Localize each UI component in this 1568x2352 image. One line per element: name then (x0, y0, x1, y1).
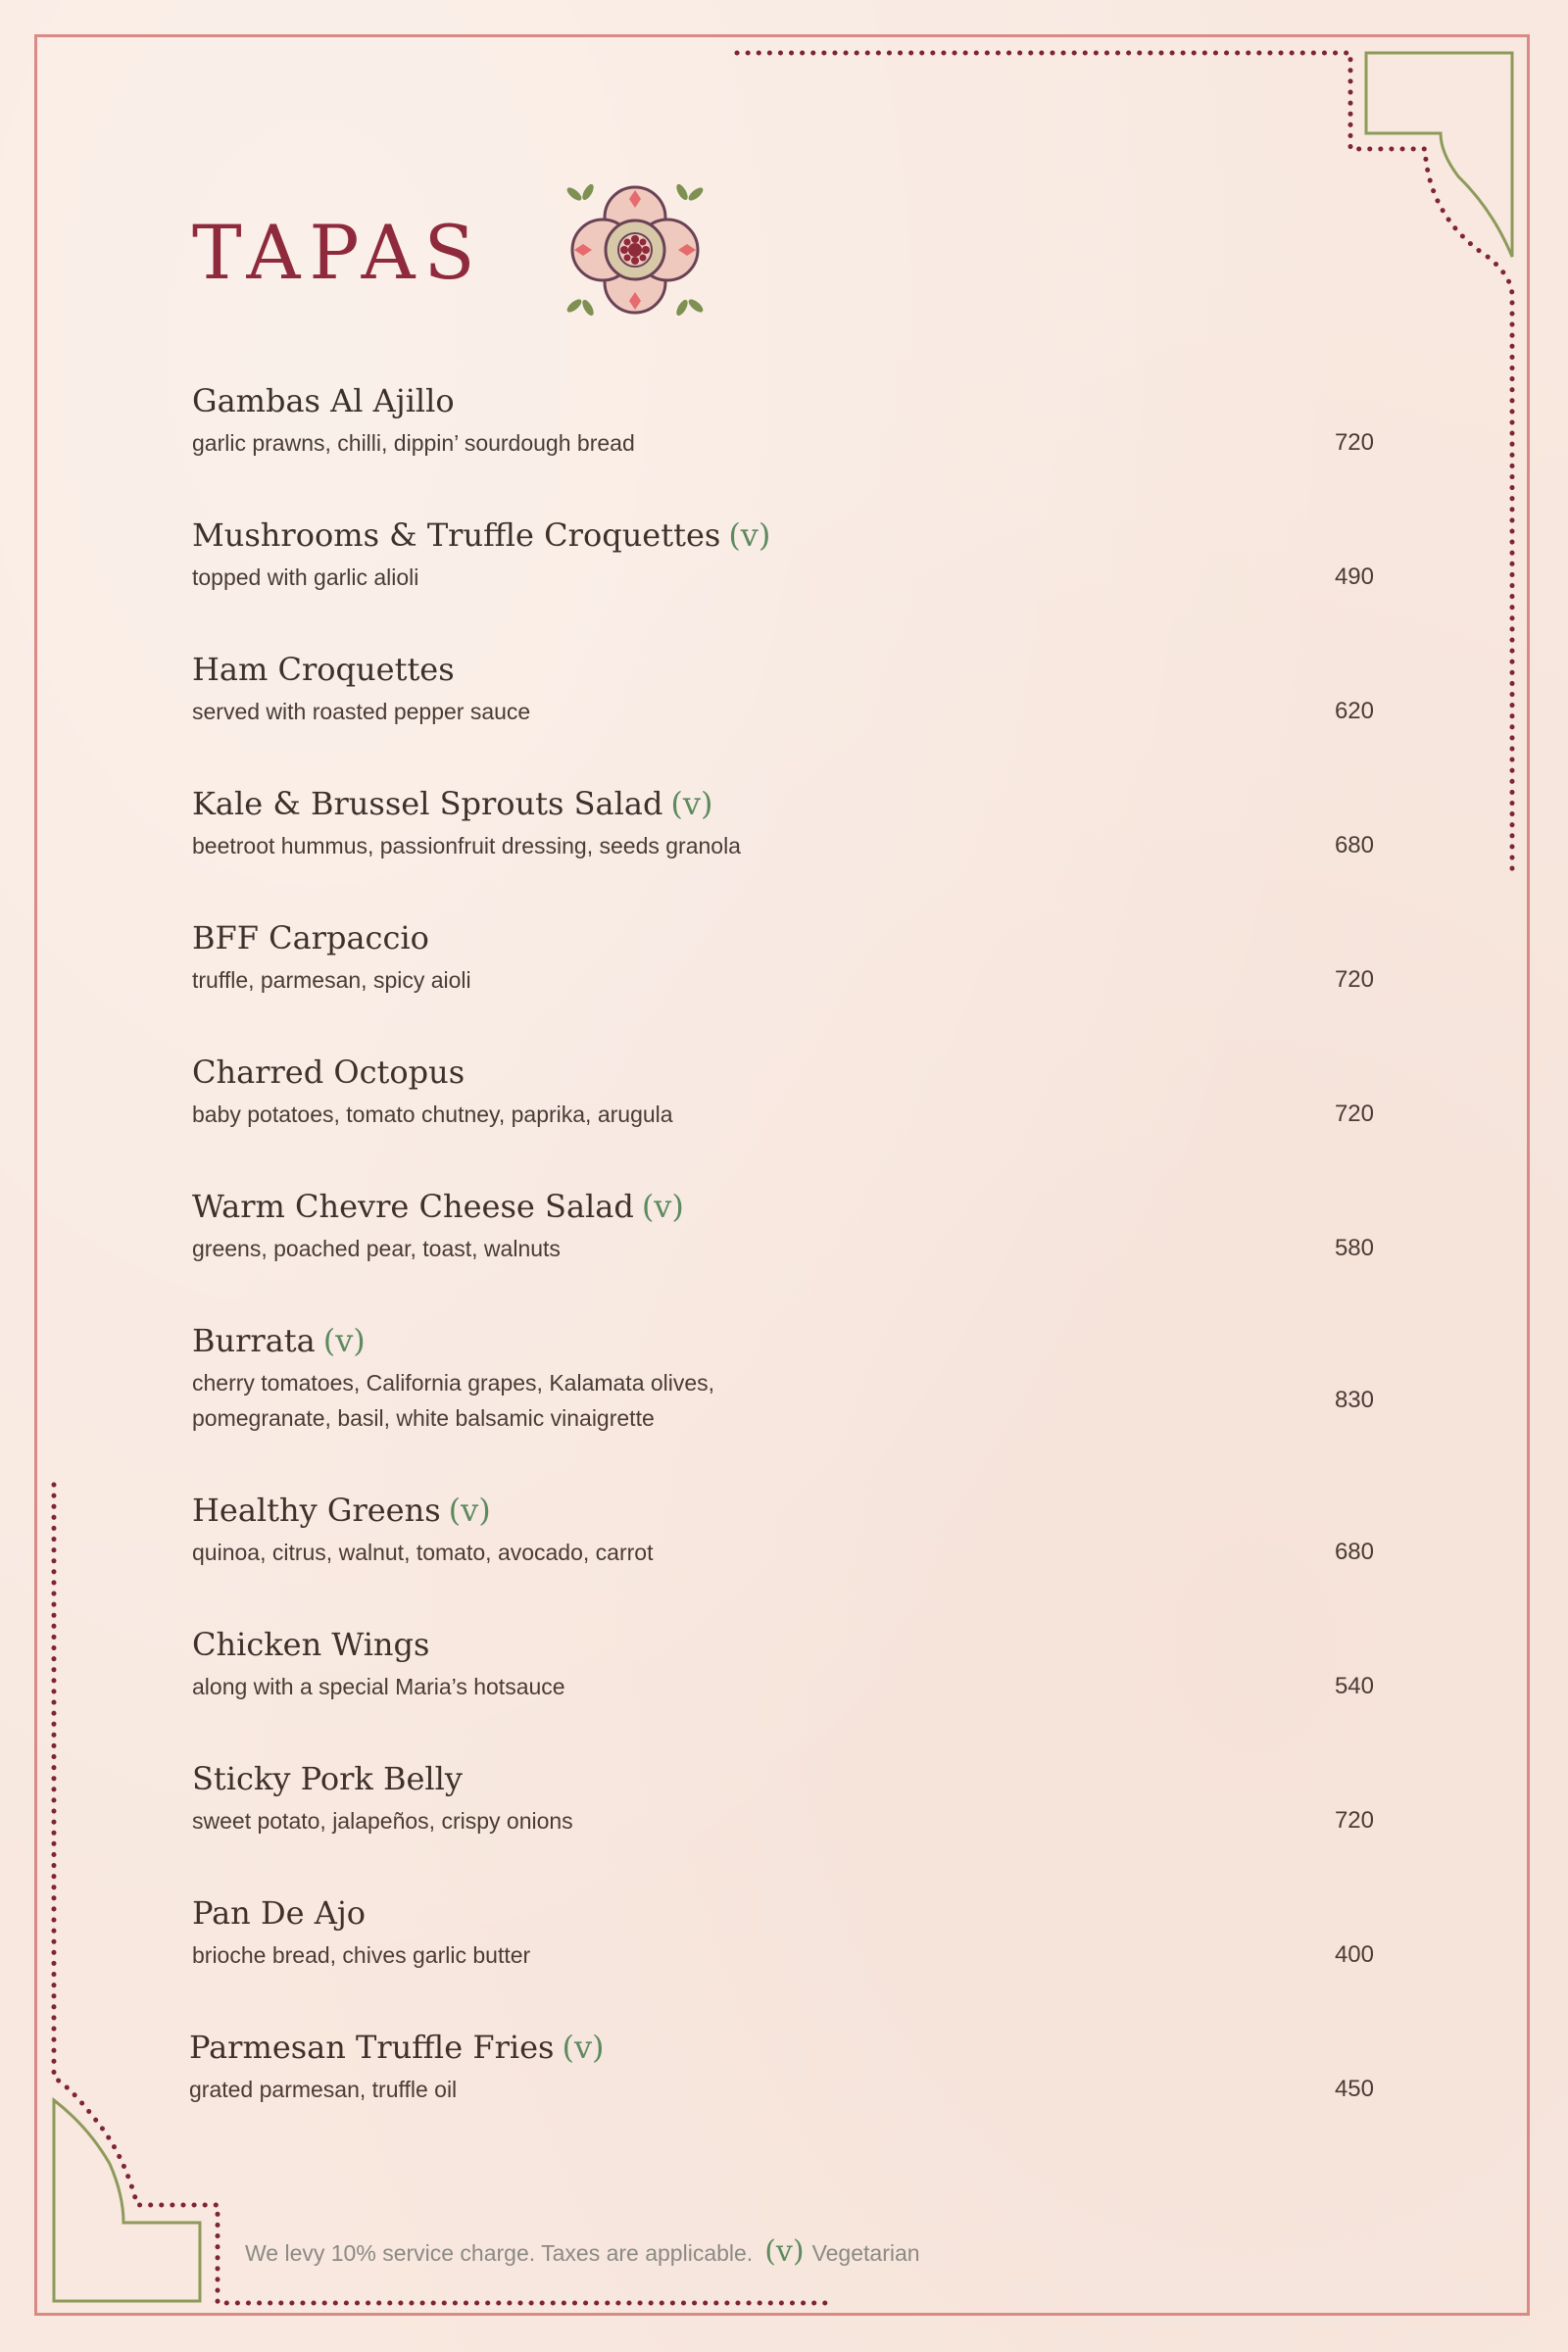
vegetarian-legend-marker: (v) (764, 2234, 805, 2269)
menu-item (192, 781, 1374, 863)
item-name: Warm Chevre Cheese Salad (v) (192, 1188, 684, 1225)
item-description: grated parmesan, truffle oil (189, 2077, 458, 2102)
item-description: quinoa, citrus, walnut, tomato, avocado, carrot (192, 1540, 654, 1565)
item-name: Healthy Greens (v) (192, 1492, 491, 1529)
menu-item (192, 1890, 1374, 1973)
item-price: 680 (1334, 1539, 1374, 1565)
page-title: TAPAS (192, 209, 484, 296)
item-price: 400 (1334, 1941, 1374, 1968)
item-description: served with roasted pepper sauce (192, 699, 531, 724)
item-price: 720 (1334, 1101, 1374, 1127)
item-description: baby potatoes, tomato chutney, paprika, arugula (192, 1102, 673, 1127)
item-description-line-2: pomegranate, basil, white balsamic vinaigrette (192, 1405, 655, 1431)
item-name: Mushrooms & Truffle Croquettes (v) (192, 516, 771, 554)
item-description: topped with garlic alioli (192, 564, 419, 590)
item-name: Charred Octopus (192, 1054, 466, 1091)
item-description: sweet potato, jalapeños, crispy onions (192, 1808, 573, 1834)
item-name: Kale & Brussel Sprouts Salad (v) (192, 785, 713, 822)
item-price: 720 (1334, 1807, 1374, 1834)
menu-item (192, 1050, 1374, 1132)
item-name: Ham Croquettes (192, 651, 455, 688)
item-price: 680 (1334, 832, 1374, 858)
item-description: garlic prawns, chilli, dippin’ sourdough bread (192, 430, 635, 456)
tapas-menu-list (189, 378, 1374, 2159)
menu-item (192, 647, 1374, 729)
menu-item (189, 2025, 1374, 2107)
item-price: 490 (1334, 564, 1374, 590)
item-description: greens, poached pear, toast, walnuts (192, 1236, 561, 1261)
footer-note (245, 2234, 920, 2269)
menu-item (192, 915, 1374, 998)
item-price: 620 (1334, 698, 1374, 724)
vegetarian-marker: (v) (562, 2029, 605, 2066)
item-price: 720 (1334, 429, 1374, 456)
item-name: Parmesan Truffle Fries (v) (189, 2029, 605, 2066)
vegetarian-marker: (v) (322, 1322, 366, 1359)
vegetarian-marker: (v) (448, 1492, 491, 1529)
item-description: truffle, parmesan, spicy aioli (192, 967, 471, 993)
item-price: 540 (1334, 1673, 1374, 1699)
item-price: 720 (1334, 966, 1374, 993)
item-name: Burrata (v) (192, 1322, 366, 1359)
item-price: 580 (1334, 1235, 1374, 1261)
item-description: beetroot hummus, passionfruit dressing, seeds granola (192, 833, 741, 858)
item-description: along with a special Maria’s hotsauce (192, 1674, 565, 1699)
menu-item (192, 1622, 1374, 1704)
service-charge-note: We levy 10% service charge. Taxes are applicable. (245, 2240, 754, 2266)
menu-item (192, 1756, 1374, 1838)
item-name: Sticky Pork Belly (192, 1760, 463, 1797)
floral-tile-icon (557, 178, 713, 321)
vegetarian-marker: (v) (728, 516, 771, 554)
item-price: 830 (1334, 1387, 1374, 1413)
menu-item (192, 1184, 1374, 1266)
item-description: cherry tomatoes, California grapes, Kalamata olives, (192, 1370, 715, 1396)
item-price: 450 (1334, 2076, 1374, 2102)
item-description: brioche bread, chives garlic butter (192, 1942, 531, 1968)
item-name: Gambas Al Ajillo (192, 382, 455, 419)
menu-item (192, 1488, 1374, 1570)
menu-item (192, 378, 1374, 461)
vegetarian-marker: (v) (641, 1188, 684, 1225)
vegetarian-legend-label: Vegetarian (811, 2240, 920, 2266)
item-name: Pan De Ajo (192, 1894, 367, 1932)
item-name: BFF Carpaccio (192, 919, 429, 956)
menu-item (192, 513, 1374, 595)
item-name: Chicken Wings (192, 1626, 430, 1663)
menu-item (192, 1318, 1374, 1436)
vegetarian-marker: (v) (670, 785, 713, 822)
